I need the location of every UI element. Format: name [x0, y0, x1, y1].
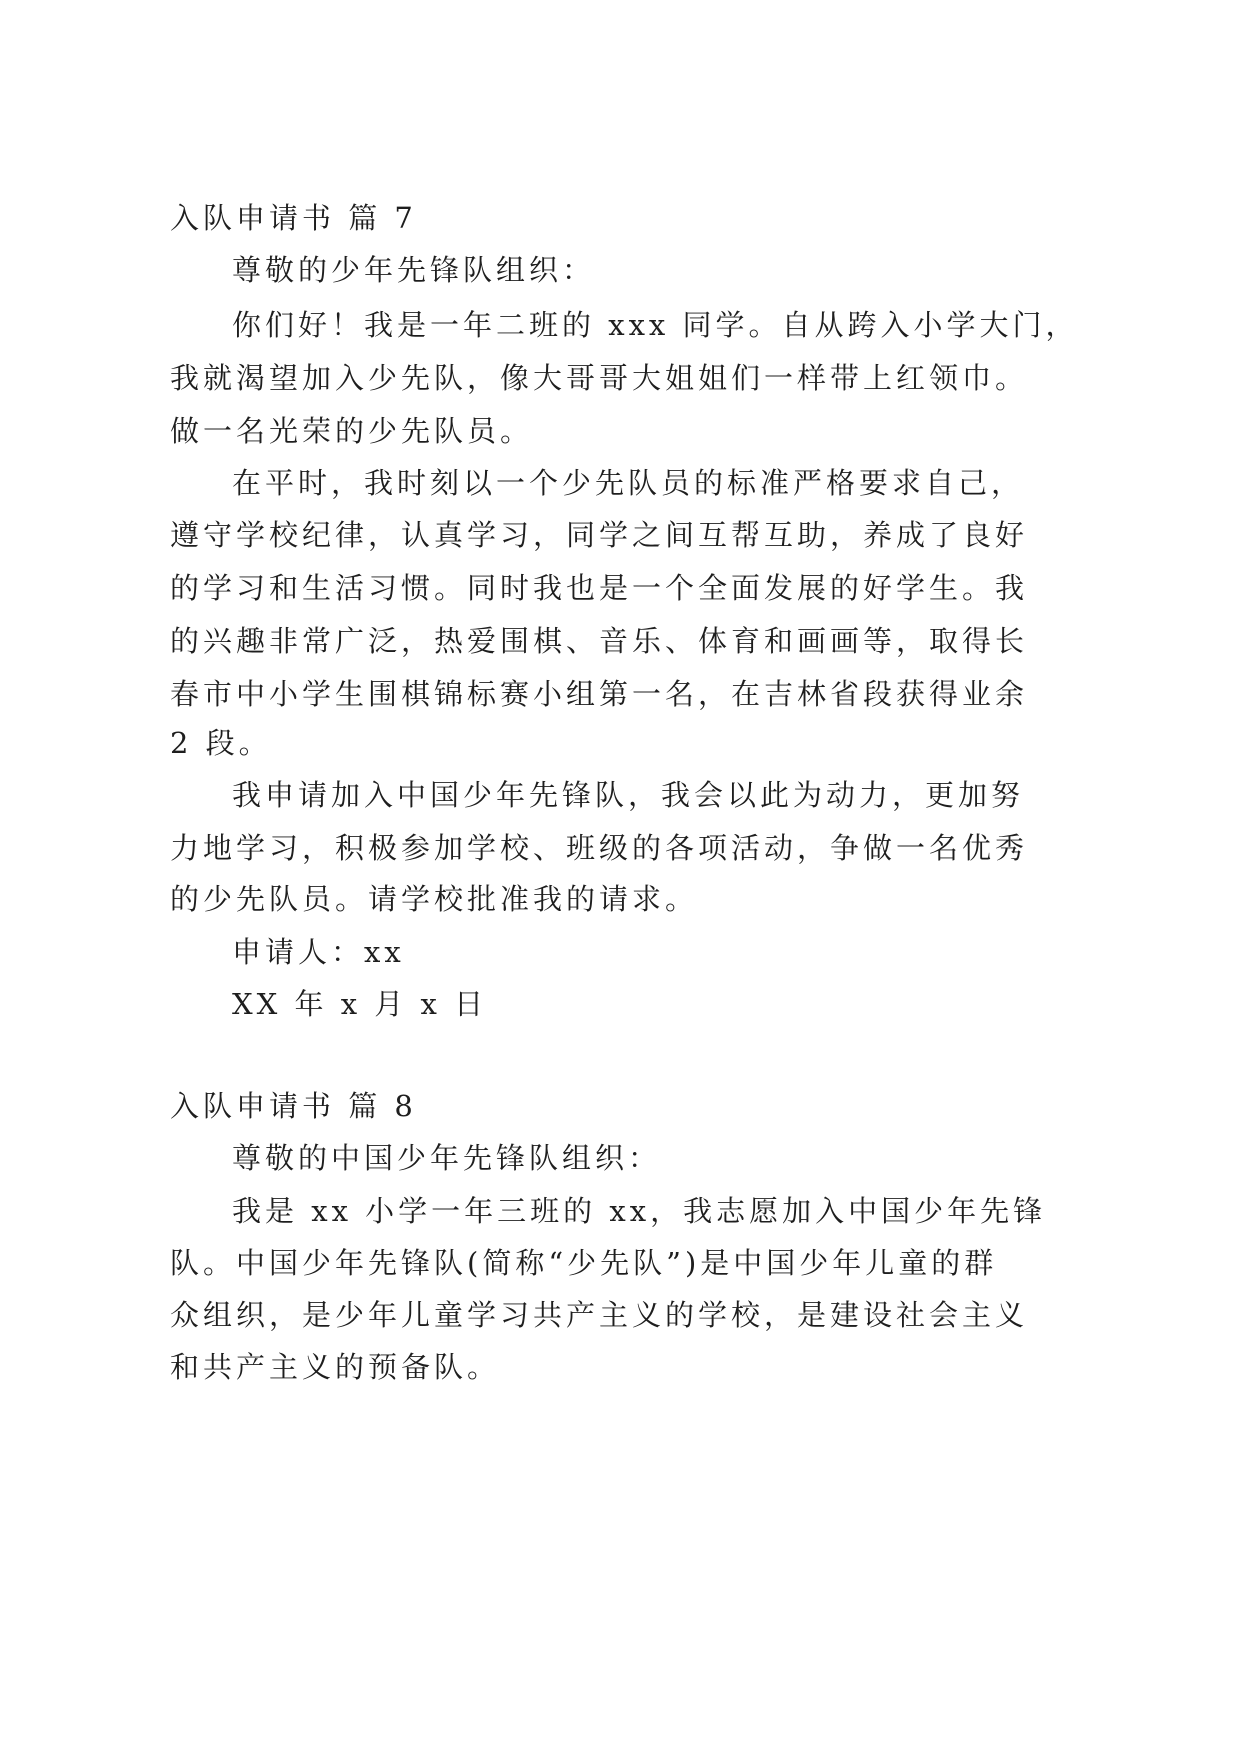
paragraph-line: 队。中国少年先锋队(简称“少先队”)是中国少年儿童的群	[170, 1246, 998, 1280]
section-heading: 入队申请书 篇 7	[170, 201, 417, 235]
paragraph-line: 我就渴望加入少先队，像大哥哥大姐姐们一样带上红领巾。	[170, 361, 1029, 395]
paragraph-line: 我申请加入中国少年先锋队，我会以此为动力，更加努	[232, 778, 1025, 812]
section-heading: 入队申请书 篇 8	[170, 1089, 417, 1123]
paragraph-line: 在平时，我时刻以一个少先队员的标准严格要求自己，	[232, 466, 1025, 500]
paragraph-line: 我是 xx 小学一年三班的 xx，我志愿加入中国少年先锋	[232, 1194, 1047, 1228]
paragraph-line: 和共产主义的预备队。	[170, 1350, 501, 1384]
paragraph-line: 众组织，是少年儿童学习共产主义的学校，是建设社会主义	[170, 1298, 1029, 1332]
salutation: 尊敬的中国少年先锋队组织：	[232, 1141, 662, 1175]
paragraph-line: 力地学习，积极参加学校、班级的各项活动，争做一名优秀	[170, 831, 1029, 865]
paragraph-line: 做一名光荣的少先队员。	[170, 414, 534, 448]
date: XX 年 x 月 x 日	[232, 987, 488, 1021]
paragraph-line: 春市中小学生围棋锦标赛小组第一名，在吉林省段获得业余	[170, 677, 1029, 711]
paragraph-line: 的兴趣非常广泛，热爱围棋、音乐、体育和画画等，取得长	[170, 624, 1029, 658]
paragraph-line: 2 段。	[170, 726, 272, 760]
paragraph-line: 的少先队员。请学校批准我的请求。	[170, 882, 699, 916]
paragraph-line: 你们好！我是一年二班的 xxx 同学。自从跨入小学大门，	[232, 308, 1079, 342]
signature: 申请人：xx	[232, 935, 405, 969]
salutation: 尊敬的少年先锋队组织：	[232, 253, 596, 287]
paragraph-line: 遵守学校纪律，认真学习，同学之间互帮互助，养成了良好	[170, 518, 1029, 552]
paragraph-line: 的学习和生活习惯。同时我也是一个全面发展的好学生。我	[170, 571, 1029, 605]
